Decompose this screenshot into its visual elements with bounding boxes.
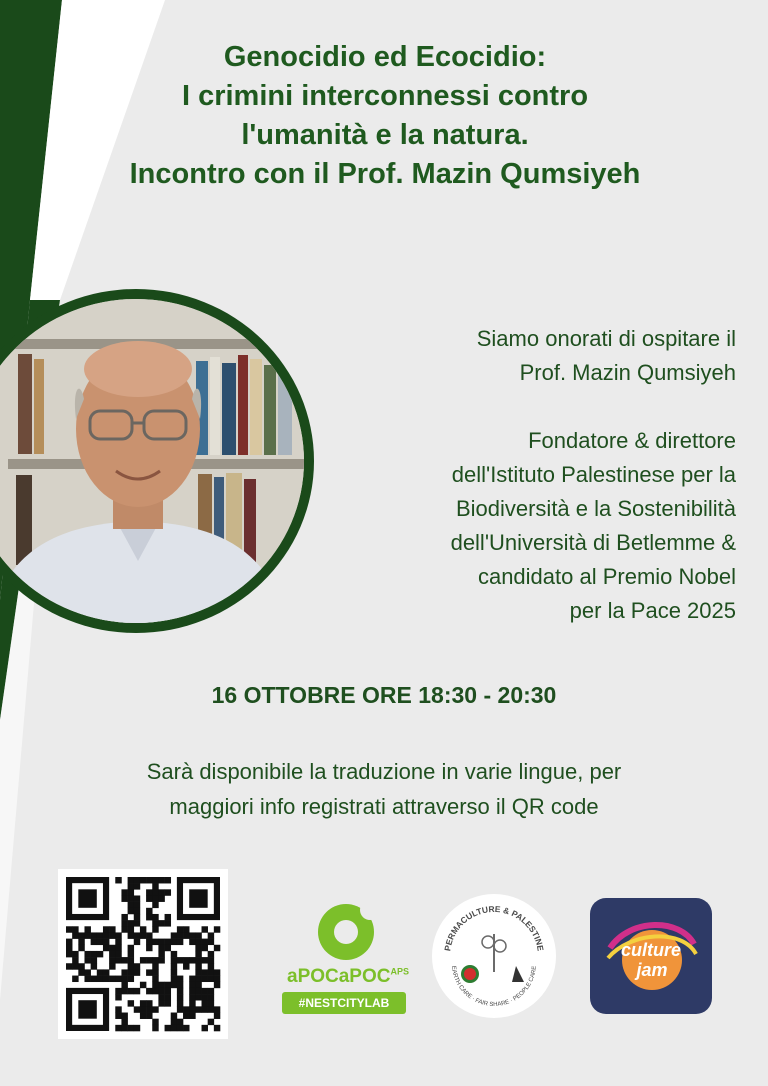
title-line-4: Incontro con il Prof. Mazin Qumsiyeh [129, 158, 641, 190]
bio-line: per la Pace 2025 [569, 598, 736, 623]
bio-line: candidato al Premio Nobel [477, 564, 736, 589]
translation-note [40, 754, 728, 824]
note-line: maggiori info registrati attraverso il QR code [169, 794, 599, 819]
speaker-intro [316, 322, 736, 628]
qr-code[interactable] [58, 869, 228, 1039]
bio-line: Biodiversità e la Sostenibilità [455, 496, 736, 521]
apocapoc-wordmark: aPOCaPOC$^{APS}$ [287, 966, 409, 987]
permaculture-palestine-logo [432, 894, 556, 1018]
title-line-2: I crimini interconnessi contro [181, 80, 589, 112]
event-title [60, 38, 710, 194]
svg-text:PERMACULTURE & PALESTINE: PERMACULTURE & PALESTINE [442, 903, 546, 952]
intro-line: Prof. Mazin Qumsiyeh [519, 360, 736, 385]
speaker-photo [0, 299, 304, 623]
apocapoc-logo [278, 900, 418, 1020]
note-line: Sarà disponibile la traduzione in varie lingue, per [146, 759, 622, 784]
event-date: 16 OTTOBRE ORE 18:30 - 20:30 [211, 682, 557, 708]
intro-line: Siamo onorati di ospitare il [476, 326, 736, 351]
svg-text:culture: culture [620, 940, 682, 960]
nestcitylab-tag: #NESTCITYLAB [282, 992, 406, 1014]
svg-text:jam: jam [636, 960, 668, 980]
title-line-3: l'umanità e la natura. [241, 119, 529, 151]
bio-line: dell'Istituto Palestinese per la [451, 462, 736, 487]
svg-text:EARTH CARE · FAIR SHARE · PEOP: EARTH CARE · FAIR SHARE · PEOPLE CARE [450, 965, 538, 1009]
culture-jam-logo [590, 898, 712, 1014]
bio-line: Fondatore & direttore [528, 428, 736, 453]
bio-line: dell'Università di Betlemme & [450, 530, 736, 555]
title-line-1: Genocidio ed Ecocidio: [223, 41, 547, 73]
